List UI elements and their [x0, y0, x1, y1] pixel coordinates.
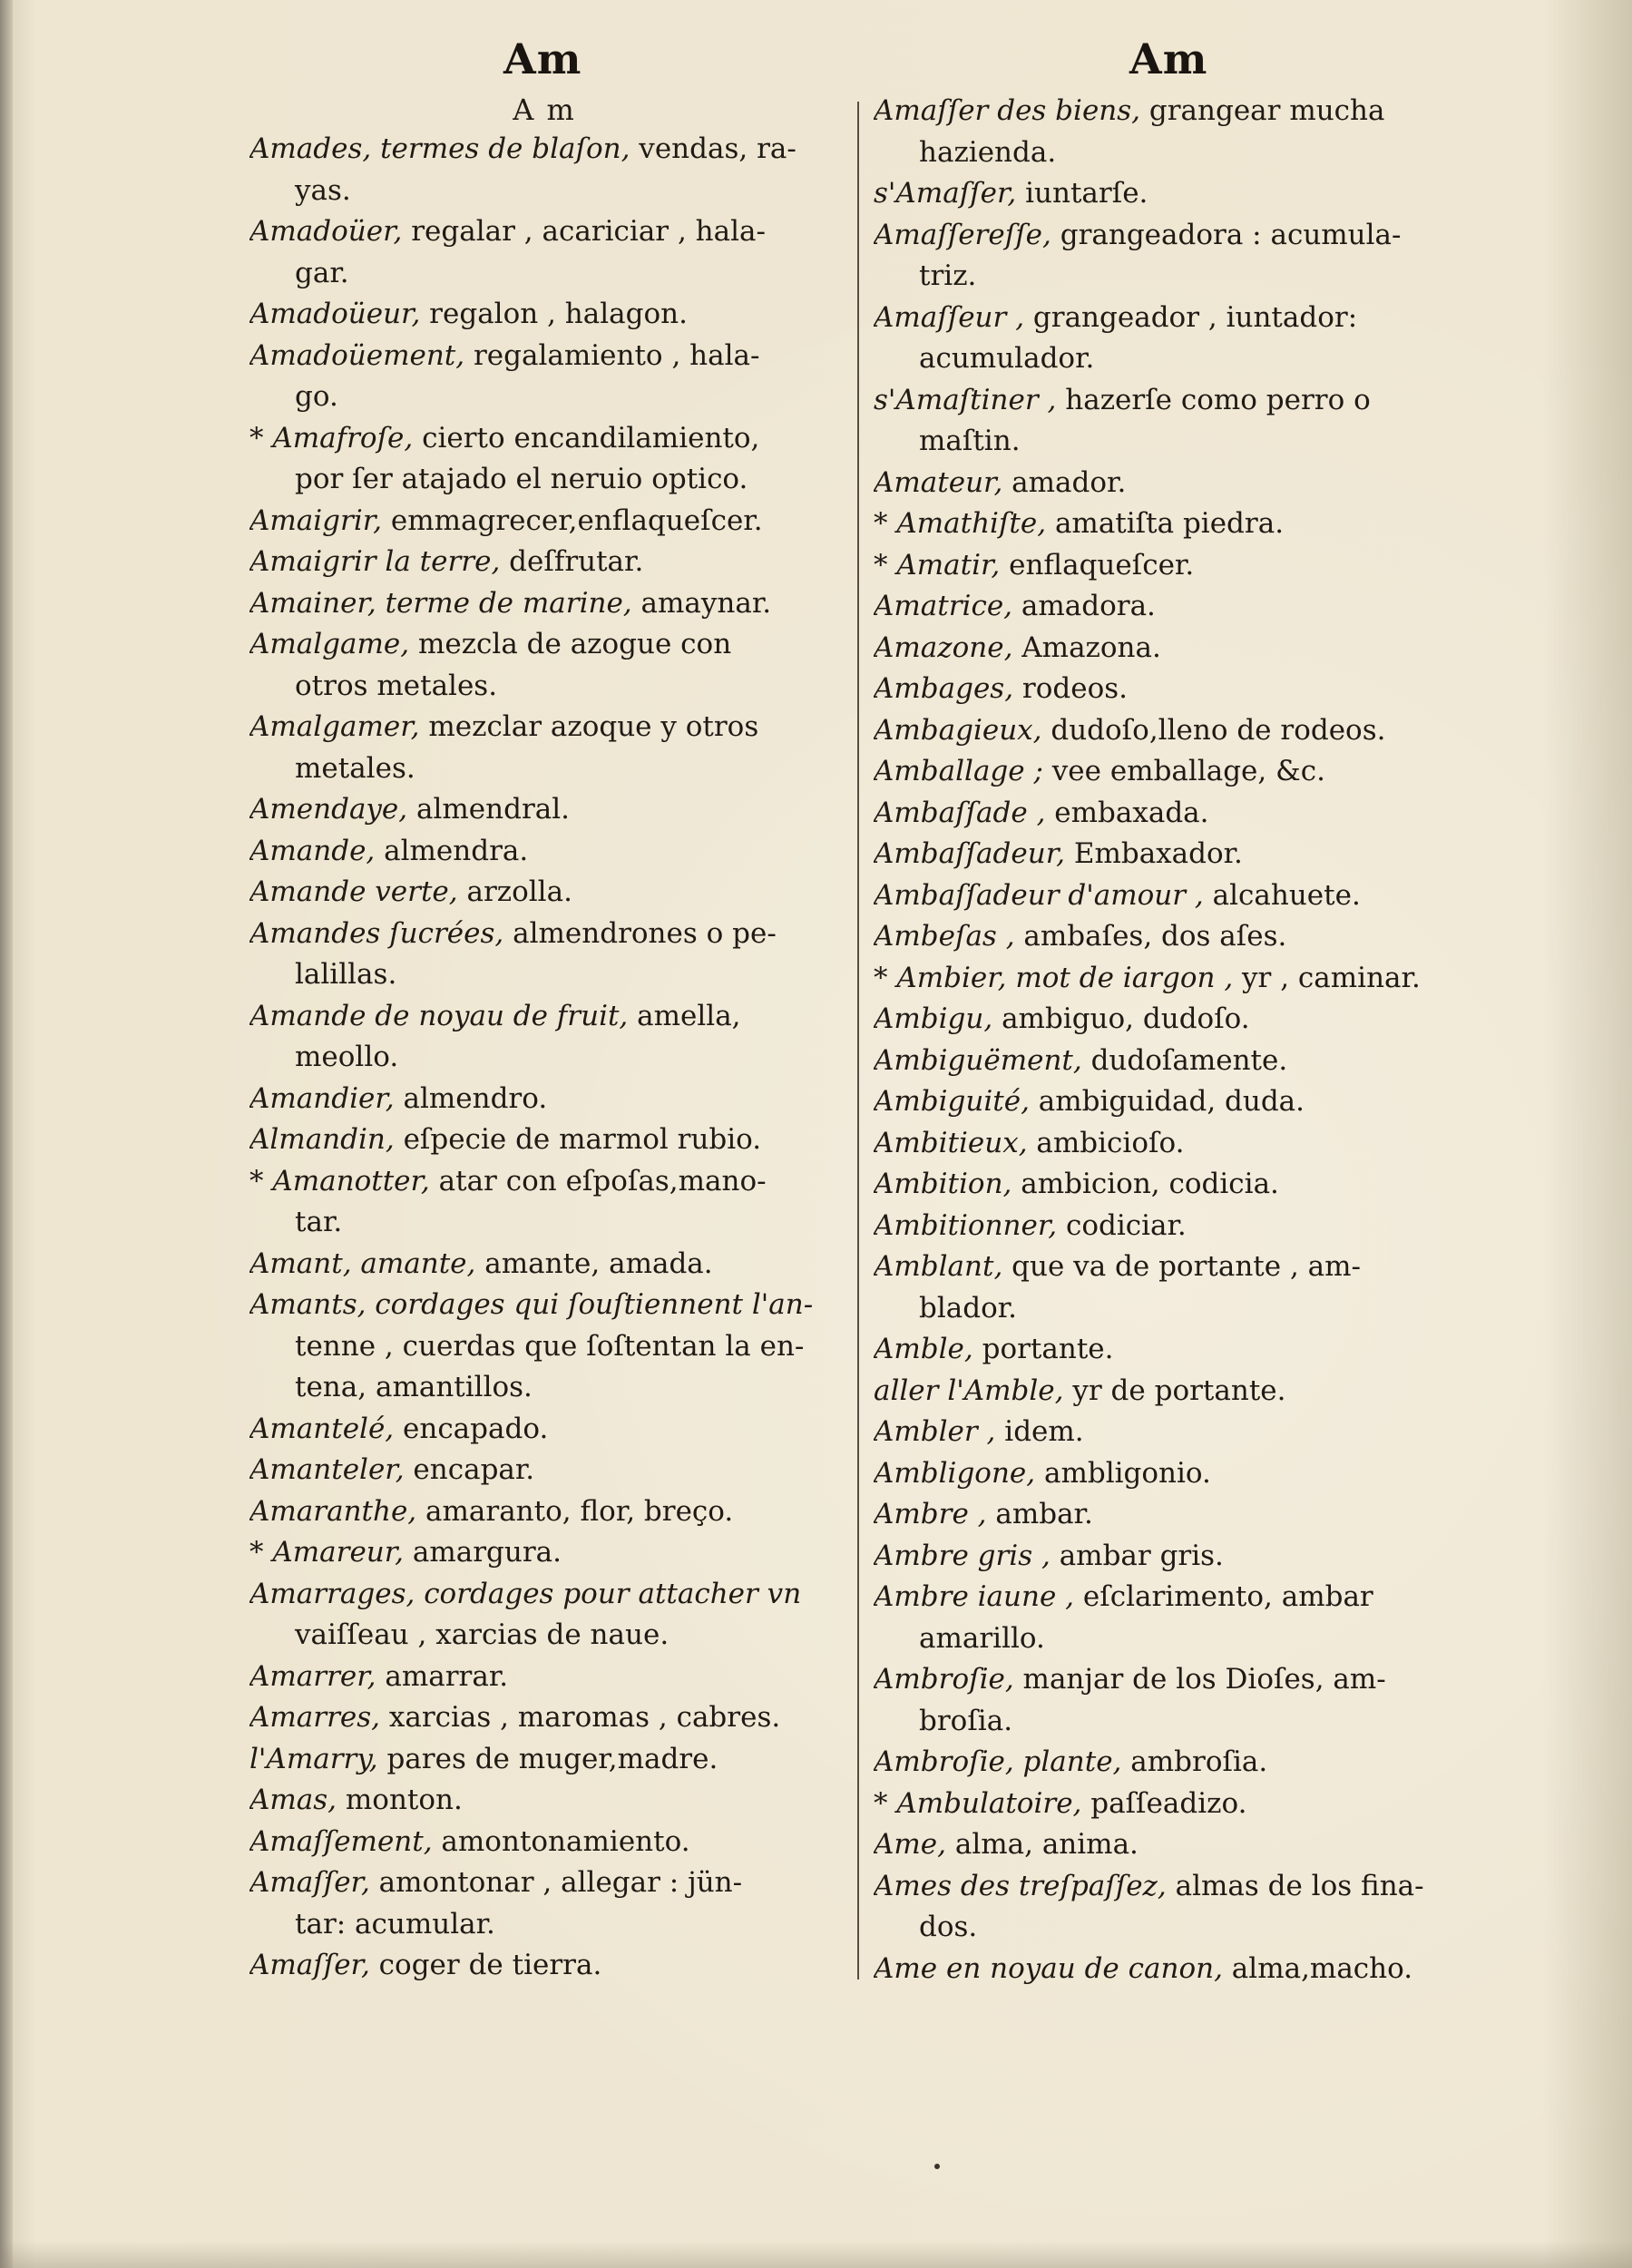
entry-definition: embaxada. — [1045, 796, 1209, 829]
entry-headword: Amants, cordages qui ſouſtiennent l'an- — [249, 1288, 814, 1321]
entry-definition: ambiguo, dudoſo. — [992, 1002, 1250, 1035]
entry-headword: Ambroſie, plante, — [874, 1745, 1122, 1778]
entry-definition: ambroſia. — [1121, 1745, 1268, 1778]
dictionary-entry — [874, 1866, 1463, 1949]
entry-headword: Amarrer, — [249, 1659, 376, 1693]
dictionary-entry — [874, 1412, 1463, 1453]
entry-continuation: hazienda. — [919, 135, 1057, 169]
dictionary-entry — [249, 211, 839, 294]
dictionary-entry — [249, 914, 839, 996]
dictionary-entry — [249, 1780, 839, 1822]
entry-headword: * Amanotter, — [249, 1164, 430, 1198]
entry-headword: Amateur, — [874, 465, 1003, 499]
entry-definition: ambiguidad, duda. — [1029, 1085, 1305, 1118]
entry-headword: Ambre gris , — [874, 1539, 1051, 1572]
dictionary-entry — [249, 1945, 839, 1987]
dictionary-entry — [249, 831, 839, 873]
dictionary-entry — [249, 1697, 839, 1739]
entry-definition: grangear mucha — [1140, 94, 1385, 127]
entry-headword: Almandin, — [249, 1123, 395, 1156]
dictionary-entry — [874, 628, 1463, 670]
dictionary-entry — [249, 789, 839, 831]
entry-headword: Amaſſer des biens, — [874, 94, 1141, 127]
entry-continuation: broſia. — [919, 1704, 1013, 1737]
dictionary-entry — [874, 793, 1463, 835]
dictionary-entry — [874, 173, 1463, 215]
entry-headword: Amaſſer, — [249, 1949, 370, 1981]
entry-headword: Amaſſereſſe, — [874, 218, 1051, 251]
entry-headword: Amanteler, — [249, 1453, 405, 1486]
entry-definition: dudoſo,lleno de rodeos. — [1041, 713, 1386, 747]
dictionary-entry — [249, 1491, 839, 1533]
dictionary-entry — [874, 1784, 1463, 1825]
entry-definition: ambar gris. — [1050, 1539, 1224, 1572]
entry-headword: Ame, — [874, 1828, 946, 1861]
entry-headword: Ambaſſade , — [874, 796, 1046, 829]
dictionary-entry — [874, 215, 1463, 298]
entry-continuation: otros metales. — [295, 669, 498, 702]
entry-definition: regalamiento , hala- — [464, 338, 760, 372]
entry-headword: * Ambulatoire, — [874, 1786, 1082, 1820]
dictionary-entry — [874, 1164, 1463, 1206]
dictionary-entry — [874, 298, 1463, 380]
dictionary-entry — [874, 503, 1463, 545]
entry-definition: emmagrecer,enflaqueſcer. — [382, 503, 763, 537]
entry-headword: Ambligone, — [874, 1456, 1036, 1490]
dictionary-entry — [874, 1949, 1463, 1990]
dictionary-entry — [249, 1285, 839, 1367]
entry-definition: xarcias , maromas , cabres. — [380, 1701, 781, 1734]
entry-definition: coger de tierra. — [369, 1949, 602, 1981]
entry-headword: Ambler , — [874, 1415, 996, 1448]
entry-continuation: por ſer atajado el neruio optico. — [295, 463, 748, 495]
entry-continuation: tar. — [295, 1206, 343, 1238]
page-mark — [934, 2164, 940, 2169]
entry-headword: Amazone, — [874, 631, 1013, 664]
entry-headword: Amendaye, — [249, 793, 408, 826]
dictionary-entry — [874, 710, 1463, 752]
entry-definition: codiciar. — [1057, 1208, 1187, 1242]
entry-headword: Amaigrir, — [249, 503, 383, 537]
entry-headword: Amaſſement, — [249, 1824, 433, 1858]
entry-continuation: gar. — [295, 256, 349, 289]
entry-headword: aller l'Amble, — [874, 1374, 1064, 1407]
entry-definition: que va de portante , am- — [1002, 1250, 1362, 1283]
entry-headword: Ambition, — [874, 1168, 1012, 1200]
entry-definition: hazerſe como perro o — [1056, 383, 1371, 416]
dictionary-entry — [249, 1161, 839, 1244]
entry-definition: amante, amada. — [475, 1246, 713, 1280]
entry-definition: almendrones o pe- — [503, 916, 777, 950]
entry-headword: Amalgamer, — [249, 710, 420, 743]
entry-headword: Amande de noyau de fruit, — [249, 999, 629, 1032]
entry-headword: Amandes ſucrées, — [249, 916, 504, 950]
dictionary-entry — [874, 1123, 1463, 1165]
entry-headword: Ambitieux, — [874, 1126, 1028, 1159]
entry-headword: Amande verte, — [249, 875, 458, 908]
entry-definition: deſfrutar. — [500, 545, 644, 578]
entry-headword: Amades, termes de blaſon, — [249, 132, 630, 165]
entry-definition: eſpecie de marmol rubio. — [394, 1123, 762, 1156]
entry-definition: idem. — [995, 1415, 1084, 1448]
entry-definition: alcahuete. — [1203, 878, 1361, 912]
entry-headword: Amaranthe, — [249, 1494, 417, 1528]
entry-continuation: tar: acumular. — [295, 1907, 495, 1941]
dictionary-entry — [874, 999, 1463, 1041]
scan-edge-left — [0, 0, 13, 2268]
entry-definition: grangeador , iuntador: — [1024, 300, 1358, 334]
dictionary-entry — [249, 1657, 839, 1698]
entry-definition: amatiſta piedra. — [1046, 507, 1285, 540]
entry-definition: amargura. — [404, 1536, 562, 1569]
dictionary-entry — [249, 129, 839, 211]
entry-continuation: meollo. — [295, 1041, 399, 1073]
entry-headword: Amas, — [249, 1784, 337, 1816]
dictionary-entry — [874, 380, 1463, 463]
dictionary-entry — [874, 463, 1463, 504]
entry-headword: Amainer, terme de marine, — [249, 586, 632, 620]
entry-definition: mezcla de azogue con — [409, 628, 732, 660]
entry-definition: amaynar. — [631, 586, 772, 620]
entry-headword: Amadoüer, — [249, 215, 403, 248]
entry-headword: Ambitionner, — [874, 1208, 1058, 1242]
entry-definition: pares de muger,madre. — [377, 1742, 718, 1775]
entry-definition: alma, anima. — [945, 1828, 1138, 1861]
entry-continuation: triz. — [919, 259, 977, 292]
entry-definition: almas de los fina- — [1166, 1869, 1424, 1902]
entry-definition: regalon , halagon. — [420, 298, 688, 330]
entry-headword: Ambaſſadeur d'amour , — [874, 878, 1204, 912]
entry-definition: manjar de los Dioſes, am- — [1013, 1663, 1386, 1696]
dictionary-entry — [874, 958, 1463, 1000]
entry-headword: Amblant, — [874, 1250, 1003, 1283]
entry-headword: Ambiguité, — [874, 1085, 1030, 1118]
entry-headword: * Amafroſe, — [249, 421, 414, 455]
entry-headword: Amarrages, cordages pour attacher vn — [249, 1577, 802, 1610]
entry-definition: ambaſes, dos aſes. — [1014, 920, 1287, 953]
entry-headword: Amadoüement, — [249, 338, 465, 372]
entry-headword: Ambagieux, — [874, 713, 1042, 747]
dictionary-entry — [249, 1244, 839, 1286]
entry-definition: almendra. — [375, 834, 529, 867]
entry-definition: mezclar azoque y otros — [419, 710, 759, 743]
scan-edge-bottom — [0, 2241, 1632, 2268]
entry-continuation: dos. — [919, 1911, 978, 1943]
entry-definition: yr de portante. — [1063, 1374, 1286, 1407]
dictionary-entry — [874, 1742, 1463, 1784]
entry-definition: rodeos. — [1013, 672, 1129, 705]
dictionary-entry — [249, 624, 839, 707]
entry-definition: amadora. — [1012, 590, 1156, 622]
entry-definition: almendral. — [407, 793, 571, 826]
entry-continuation: metales. — [295, 751, 415, 785]
dictionary-entry — [249, 1367, 839, 1409]
entry-continuation: vaiſſeau , xarcias de naue. — [295, 1618, 669, 1651]
dictionary-entry — [874, 834, 1463, 875]
entry-definition: paſſeadizo. — [1081, 1786, 1247, 1820]
dictionary-entry — [874, 1246, 1463, 1329]
dictionary-entry — [874, 916, 1463, 958]
dictionary-entry — [874, 586, 1463, 628]
entry-continuation: go. — [295, 380, 338, 413]
dictionary-entry — [249, 1822, 839, 1863]
entry-definition: grangeadora : acumula- — [1051, 218, 1402, 251]
entry-definition: encapar. — [404, 1453, 535, 1486]
entry-definition: almendro. — [394, 1081, 548, 1115]
dictionary-entry — [249, 1574, 839, 1657]
entry-definition: amella, — [628, 999, 741, 1032]
entry-continuation: yas. — [295, 173, 351, 207]
dictionary-entry — [874, 1536, 1463, 1578]
entry-headword: Ames des treſpaſſez, — [874, 1869, 1167, 1902]
entry-headword: Amant, amante, — [249, 1246, 476, 1280]
entry-headword: Amarres, — [249, 1701, 381, 1734]
entry-definition: amontonamiento. — [432, 1824, 690, 1858]
entry-headword: Ambigu, — [874, 1002, 993, 1035]
entry-definition: arzolla. — [457, 875, 572, 908]
left-column — [249, 91, 839, 1996]
entry-headword: Ambeſas , — [874, 920, 1015, 953]
entry-definition: monton. — [337, 1784, 463, 1816]
entry-headword: Ambre , — [874, 1498, 987, 1530]
running-head-right: Am — [1129, 34, 1208, 83]
entry-headword: Amaſſeur , — [874, 300, 1025, 334]
entry-continuation: tenne , cuerdas que ſoſtentan la en- — [295, 1329, 805, 1363]
dictionary-entry — [874, 545, 1463, 587]
entry-continuation: tena, amantillos. — [295, 1371, 533, 1403]
dictionary-entry — [874, 1659, 1463, 1742]
entry-headword: * Amareur, — [249, 1536, 405, 1569]
running-head-left: Am — [503, 34, 582, 83]
entry-headword: Amande, — [249, 834, 376, 867]
dictionary-entry — [249, 501, 839, 543]
dictionary-entry — [874, 751, 1463, 793]
entry-definition: ambligonio. — [1035, 1456, 1211, 1490]
entry-headword: Ambiguëment, — [874, 1043, 1082, 1077]
dictionary-entry — [249, 294, 839, 336]
entry-headword: * Amathiſte, — [874, 507, 1047, 540]
dictionary-entry — [874, 669, 1463, 710]
entry-definition: dudoſamente. — [1081, 1043, 1288, 1077]
entry-definition: vendas, ra- — [630, 132, 796, 165]
entry-definition: regalar , acariciar , hala- — [402, 215, 766, 248]
dictionary-entry — [249, 1119, 839, 1161]
entry-definition: amontonar , allegar : jün- — [369, 1866, 743, 1899]
dictionary-entry — [874, 875, 1463, 917]
dictionary-entry — [874, 1453, 1463, 1495]
dictionary-entry — [874, 91, 1463, 173]
entry-headword: Ambroſie, — [874, 1663, 1014, 1696]
entry-headword: Amble, — [874, 1333, 973, 1365]
entry-headword: Amadoüeur, — [249, 298, 421, 330]
section-sub-heading: A m — [513, 93, 576, 127]
dictionary-entry — [874, 1494, 1463, 1536]
dictionary-entry — [249, 996, 839, 1079]
entry-headword: Ambaſſadeur, — [874, 837, 1065, 870]
entry-definition: amaranto, flor, breço. — [416, 1494, 734, 1528]
entry-headword: Amandier, — [249, 1081, 395, 1115]
entry-headword: Amballage ; — [874, 755, 1043, 787]
entry-definition: Embaxador. — [1064, 837, 1243, 870]
entry-definition: enflaqueſcer. — [1000, 548, 1195, 582]
dictionary-entry — [874, 1329, 1463, 1371]
entry-headword: * Amatir, — [874, 548, 1001, 582]
entry-definition: iuntarſe. — [1016, 177, 1148, 210]
entry-headword: s'Amaſſer, — [874, 177, 1017, 210]
entry-headword: Amatrice, — [874, 590, 1013, 622]
entry-continuation: blador. — [919, 1291, 1018, 1325]
entry-continuation: amarillo. — [919, 1621, 1045, 1655]
entry-continuation: lalillas. — [295, 958, 397, 991]
entry-definition: amador. — [1002, 465, 1127, 499]
entry-definition: vee emballage, &c. — [1042, 755, 1325, 787]
entry-definition: portante. — [972, 1333, 1114, 1365]
dictionary-entry — [249, 1532, 839, 1574]
entry-definition: yr , caminar. — [1233, 961, 1421, 994]
right-column — [874, 91, 1463, 1996]
entry-headword: * Ambier, mot de iargon , — [874, 961, 1234, 994]
entry-definition: ambar. — [986, 1498, 1093, 1530]
entry-continuation: acumulador. — [919, 342, 1095, 375]
dictionary-entry — [249, 1862, 839, 1945]
entry-continuation: maſtin. — [919, 425, 1021, 457]
dictionary-entry — [249, 1739, 839, 1781]
dictionary-entry — [874, 1206, 1463, 1247]
dictionary-entry — [249, 418, 839, 501]
entry-definition: Amazona. — [1012, 631, 1161, 664]
entry-headword: Amalgame, — [249, 628, 410, 660]
dictionary-entry — [249, 542, 839, 583]
entry-definition: encapado. — [394, 1412, 549, 1445]
entry-headword: Ambages, — [874, 672, 1014, 705]
entry-definition: ambicion, codicia. — [1011, 1168, 1279, 1200]
entry-headword: Ambre iaune , — [874, 1580, 1075, 1613]
dictionary-entry — [874, 1577, 1463, 1659]
entry-definition: alma,macho. — [1222, 1951, 1413, 1985]
entry-headword: s'Amaſtiner , — [874, 383, 1057, 416]
dictionary-entry — [874, 1371, 1463, 1413]
dictionary-entry — [249, 872, 839, 914]
entry-definition: atar con eſpoſas,mano- — [429, 1164, 767, 1198]
dictionary-entry — [249, 336, 839, 418]
entry-definition: ambicioſo. — [1027, 1126, 1185, 1159]
entry-definition: amarrar. — [376, 1659, 509, 1693]
entry-headword: l'Amarry, — [249, 1742, 378, 1775]
dictionary-entry — [874, 1041, 1463, 1082]
entry-headword: Amaſſer, — [249, 1866, 370, 1899]
entry-definition: cierto encandilamiento, — [413, 421, 760, 455]
dictionary-entry — [249, 583, 839, 625]
dictionary-entry — [249, 707, 839, 789]
dictionary-entry — [249, 1079, 839, 1120]
dictionary-entry — [874, 1081, 1463, 1123]
entry-headword: Ame en noyau de canon, — [874, 1951, 1223, 1985]
column-divider — [857, 102, 859, 1980]
entry-headword: Amantelé, — [249, 1412, 395, 1445]
entry-headword: Amaigrir la terre, — [249, 545, 501, 578]
entry-definition: eſclarimento, ambar — [1074, 1580, 1373, 1613]
dictionary-entry — [249, 1409, 839, 1451]
dictionary-entry — [874, 1824, 1463, 1866]
dictionary-entry — [249, 1450, 839, 1491]
